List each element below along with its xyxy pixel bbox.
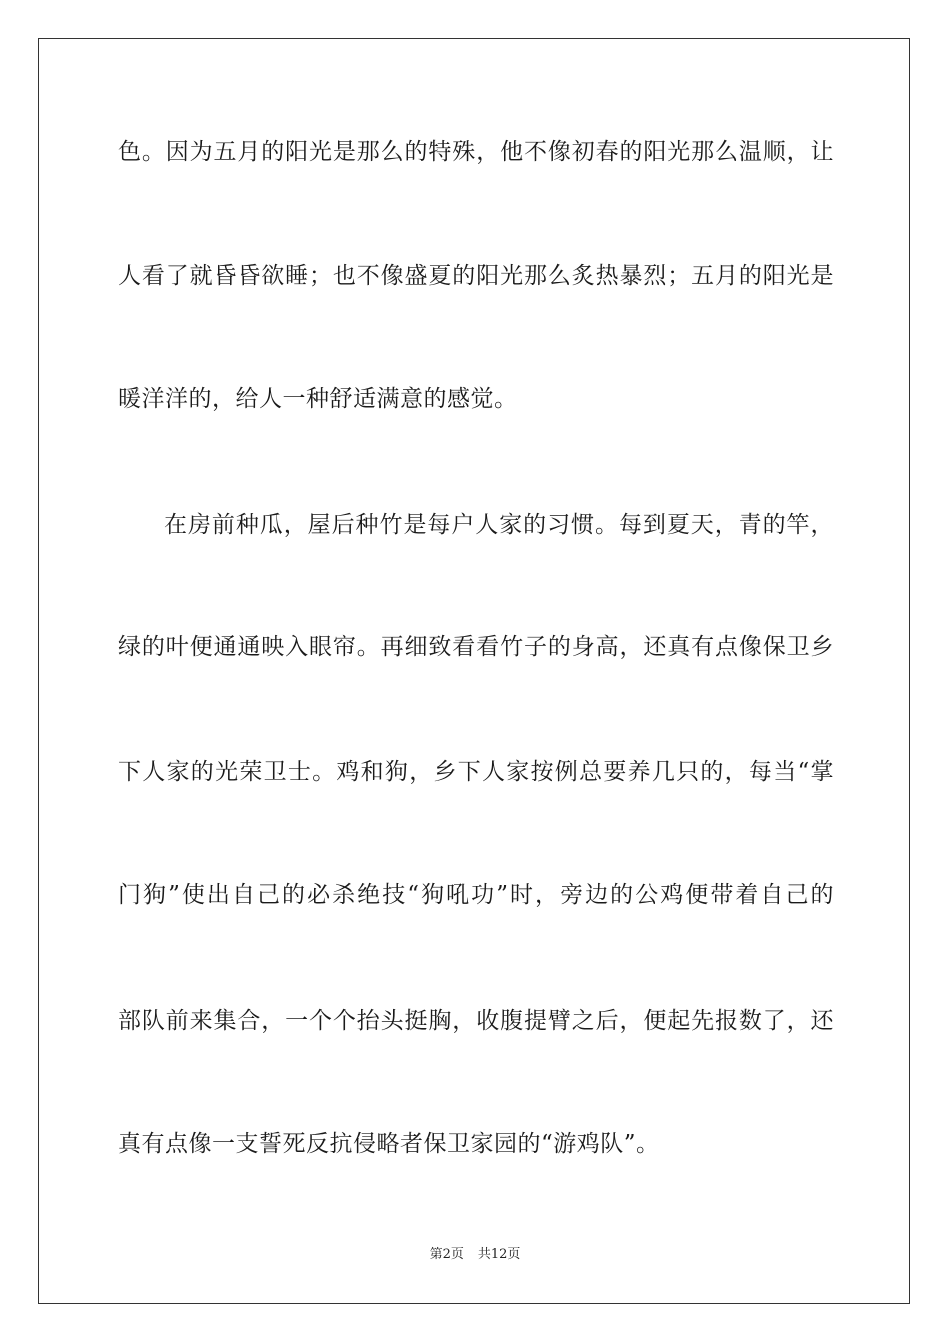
page-border [38, 38, 910, 1304]
body-text-line: 真有点像一支誓死反抗侵略者保卫家园的“游鸡队”。 [118, 1131, 660, 1157]
body-text-line: 暖洋洋的，给人一种舒适满意的感觉。 [118, 386, 518, 412]
body-text-line: 人看了就昏昏欲睡；也不像盛夏的阳光那么炙热暴烈；五月的阳光是 [118, 263, 834, 289]
page-footer [0, 1246, 950, 1264]
body-text-line: 下人家的光荣卫士。鸡和狗，乡下人家按例总要养几只的，每当“掌 [118, 759, 834, 785]
page-total: 共12页 [477, 1247, 521, 1262]
body-text-line: 色。因为五月的阳光是那么的特殊，他不像初春的阳光那么温顺，让 [118, 139, 834, 165]
body-text-line: 绿的叶便通通映入眼帘。再细致看看竹子的身高，还真有点像保卫乡 [118, 634, 834, 660]
page-number: 第2页 [429, 1247, 464, 1262]
paragraph-first-line: 在房前种瓜，屋后种竹是每户人家的习惯。每到夏天，青的竿， [164, 512, 834, 538]
body-text-line: 部队前来集合，一个个抬头挺胸，收腹提臂之后，便起先报数了，还 [118, 1008, 834, 1034]
body-text-line: 门狗”使出自己的必杀绝技“狗吼功”时，旁边的公鸡便带着自己的 [118, 882, 834, 908]
